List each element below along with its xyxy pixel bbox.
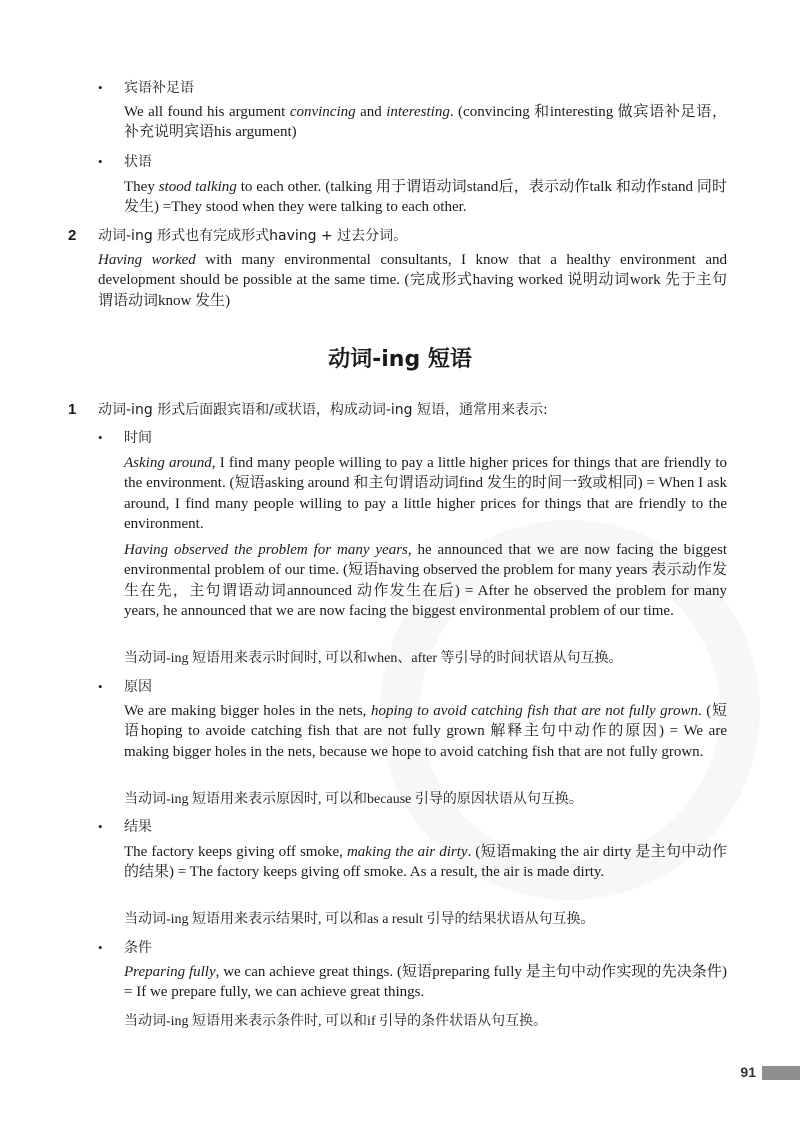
example-text: We are making bigger holes in the nets, xyxy=(124,703,371,719)
example-italic: Asking around xyxy=(124,455,212,471)
example-text: , we can achieve great things. (短语preparing fully 是主句中动作实现的先决条件) = If we prepare fully, we can achieve great things. xyxy=(124,964,727,1001)
point-number: 2 xyxy=(68,227,77,244)
usage-note: 当动词-ing 短语用来表示时间时, 可以和when、after 等引导的时间状语从句互换。 xyxy=(124,651,623,666)
bullet-heading: 原因 xyxy=(124,679,152,695)
usage-note: 当动词-ing 短语用来表示原因时, 可以和because 引导的原因状语从句互换。 xyxy=(124,792,583,807)
page-number-bar xyxy=(762,1066,800,1080)
example-text: The factory keeps giving off smoke, xyxy=(124,844,347,860)
example-paragraph xyxy=(124,102,727,143)
example-italic: making the air dirty xyxy=(346,844,468,860)
bullet-icon: • xyxy=(98,940,103,955)
example-text: , he announced that we are now facing the biggest environmental problem of our time. (短语having observed the problem for many years 表示动作发生在先，主句谓语动词announced 动作发生在后) = After he observed the problem for many years, he announced that we are now facing the biggest environmental problem of our time. xyxy=(124,542,727,620)
example-text: . (短语making the air dirty 是主句中动作的结果) = The factory keeps giving off smoke. As a result, the air is made dirty. xyxy=(124,844,727,881)
page-number: 91 xyxy=(740,1064,756,1080)
point-number: 1 xyxy=(68,401,77,418)
example-paragraph xyxy=(98,250,727,311)
bullet-icon: • xyxy=(98,430,103,445)
bullet-icon: • xyxy=(98,679,103,694)
numbered-point-1 xyxy=(68,400,548,420)
usage-note: 当动词-ing 短语用来表示条件时, 可以和if 引导的条件状语从句互换。 xyxy=(124,1014,548,1029)
usage-note: 当动词-ing 短语用来表示结果时, 可以和as a result 引导的结果状语从句互换。 xyxy=(124,912,595,927)
example-text: , I find many people willing to pay a little higher prices for things that are friendly to the environment. (短语asking around 和主句谓语动词find 发生的时间一致或相同) = When I ask around, I find many people willing to pay a little higher prices for things that are friendly to the environment. xyxy=(124,455,728,533)
bullet-heading: 宾语补足语 xyxy=(124,80,194,96)
bullet-icon: • xyxy=(98,819,103,834)
bullet-heading: 时间 xyxy=(124,430,152,446)
example-paragraph xyxy=(124,177,727,218)
example-italic: Preparing fully xyxy=(124,964,216,980)
example-text: with many environmental consultants, I know that a healthy environment and development should be possible at the same time. (完成形式having worked 说明动词work 先于主句谓语动词know 发生) xyxy=(98,252,727,309)
example-text: and xyxy=(355,104,387,120)
example-italic: interesting xyxy=(386,104,450,120)
example-paragraph xyxy=(124,842,727,883)
bullet-icon: • xyxy=(98,80,103,95)
example-paragraph xyxy=(124,701,727,762)
example-text: to each other. (talking 用于谓语动词stand后，表示动作talk 和动作stand 同时发生) =They stood when they were talking to each other. xyxy=(124,179,728,216)
example-italic: Having worked xyxy=(98,252,196,268)
point-text: 动词-ing 形式后面跟宾语和/或状语，构成动词-ing 短语，通常用来表示: xyxy=(98,402,548,418)
example-text: We all found his argument xyxy=(124,104,290,120)
example-paragraph xyxy=(124,540,727,622)
example-paragraph xyxy=(124,962,727,1003)
bullet-heading: 条件 xyxy=(124,940,152,956)
example-paragraph xyxy=(124,453,727,535)
section-title: 动词-ing 短语 xyxy=(328,347,472,372)
numbered-point-2 xyxy=(68,226,407,246)
bullet-heading: 状语 xyxy=(124,154,152,170)
example-italic: stood talking xyxy=(158,179,237,195)
example-italic: convincing xyxy=(289,104,356,120)
example-text: . (convincing 和interesting 做宾语补足语，补充说明宾语his argument) xyxy=(124,104,727,141)
bullet-heading: 结果 xyxy=(124,819,152,835)
point-text: 动词-ing 形式也有完成形式having + 过去分词。 xyxy=(98,228,408,244)
example-text: They xyxy=(124,179,159,195)
example-italic: Having observed the problem for many years xyxy=(124,542,408,558)
example-text: . (短语hoping to avoide catching fish that are not fully grown 解释主句中动作的原因) = We are making bigger holes in the nets, because we hope to avoid catching fish that are not fully grown. xyxy=(124,703,727,760)
example-italic: hoping to avoid catching fish that are not fully grown xyxy=(370,703,698,719)
bullet-icon: • xyxy=(98,154,103,169)
